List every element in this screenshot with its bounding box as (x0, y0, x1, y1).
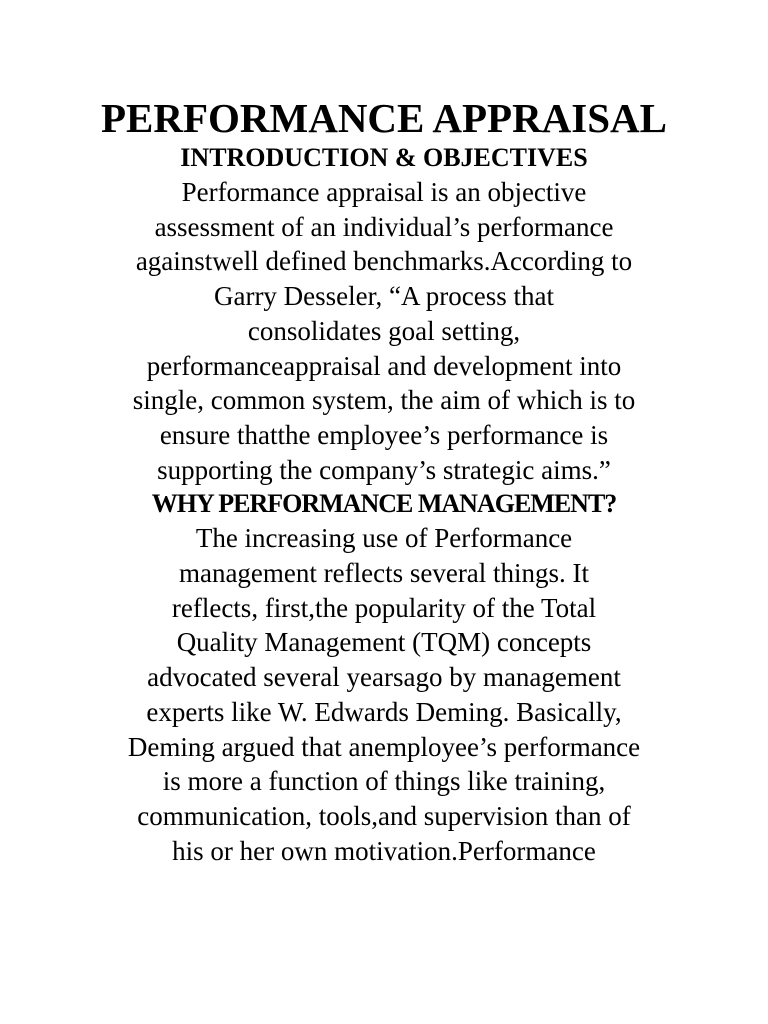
text-line: reflects, first,the popularity of the Total (171, 592, 597, 623)
text-line: Quality Management (TQM) concepts (176, 627, 592, 658)
section-heading-why-performance-management: WHY PERFORMANCE MANAGEMENT? (151, 489, 617, 519)
section-heading-introduction: INTRODUCTION & OBJECTIVES (180, 143, 588, 172)
document-title: PERFORMANCE APPRAISAL (100, 95, 668, 141)
text-line: ensure thatthe employee’s performance is (159, 419, 609, 450)
text-line: his or her own motivation.Performance (172, 835, 596, 866)
text-line: performanceappraisal and development into (146, 350, 622, 381)
text-line: management reflects several things. It (178, 558, 590, 589)
text-line: Deming argued that anemployee’s performance (127, 731, 641, 762)
section-body-introduction (0, 175, 768, 487)
text-line: is more a function of things like training, (162, 766, 606, 797)
text-line: advocated several yearsago by management (147, 662, 621, 693)
document-page (0, 95, 768, 868)
text-line: againstwell defined benchmarks.According to (135, 246, 633, 277)
text-line: The increasing use of Performance (195, 523, 573, 554)
text-line: single, common system, the aim of which is to (132, 385, 636, 416)
text-line: communication, tools,and supervision than of (137, 800, 631, 831)
text-line: Performance appraisal is an objective (181, 177, 587, 207)
text-line: experts like W. Edwards Deming. Basically, (146, 696, 622, 727)
text-line: assessment of an individual’s performance (154, 211, 614, 242)
text-line: supporting the company’s strategic aims.” (157, 454, 611, 485)
text-line: Garry Desseler, “A process that (213, 281, 555, 312)
text-line: consolidates goal setting, (247, 315, 521, 346)
section-body-why-performance-management (0, 521, 768, 868)
